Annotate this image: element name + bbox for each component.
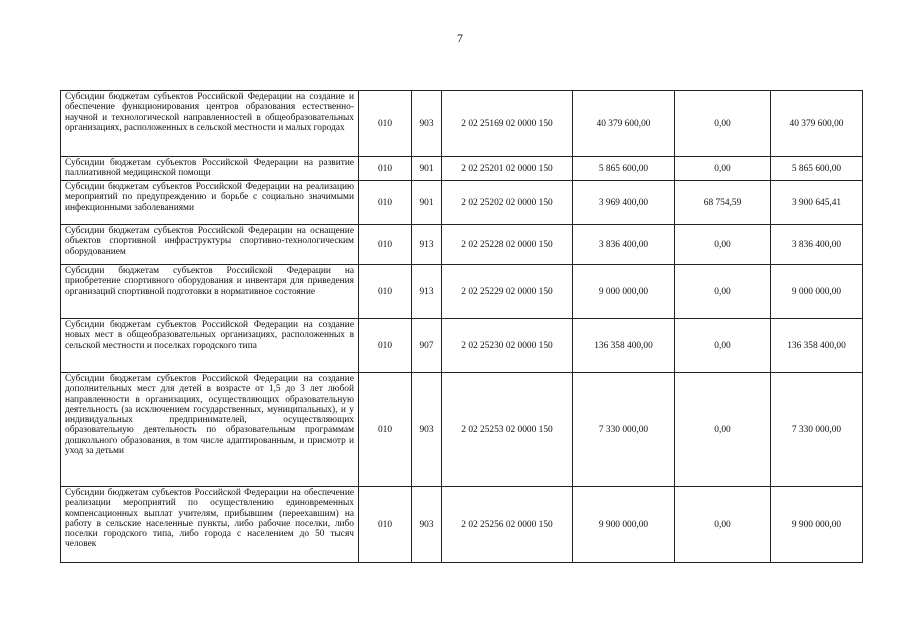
row-code-a: 010 xyxy=(359,91,412,157)
row-classification-code: 2 02 25256 02 0000 150 xyxy=(442,487,573,563)
row-amount-1: 3 836 400,00 xyxy=(573,225,675,265)
row-code-a: 010 xyxy=(359,373,412,487)
row-code-b: 903 xyxy=(412,487,442,563)
row-amount-1: 136 358 400,00 xyxy=(573,319,675,373)
row-amount-3: 136 358 400,00 xyxy=(771,319,863,373)
row-classification-code: 2 02 25201 02 0000 150 xyxy=(442,157,573,181)
row-amount-3: 5 865 600,00 xyxy=(771,157,863,181)
table-row xyxy=(61,487,863,563)
row-code-a: 010 xyxy=(359,225,412,265)
row-code-a: 010 xyxy=(359,181,412,225)
row-code-b: 903 xyxy=(412,91,442,157)
row-code-b: 907 xyxy=(412,319,442,373)
row-amount-2: 0,00 xyxy=(675,319,771,373)
page-number: 7 xyxy=(457,31,463,45)
row-code-a: 010 xyxy=(359,487,412,563)
row-code-b: 903 xyxy=(412,373,442,487)
row-code-b: 901 xyxy=(412,157,442,181)
row-code-b: 901 xyxy=(412,181,442,225)
row-amount-1: 7 330 000,00 xyxy=(573,373,675,487)
row-description: Субсидии бюджетам субъектов Российской Федерации на оснащение объектов спортивной инфраструктуры спортивно-технологическим оборудованием xyxy=(61,225,359,265)
row-classification-code: 2 02 25169 02 0000 150 xyxy=(442,91,573,157)
row-description: Субсидии бюджетам субъектов Российской Федерации на развитие паллиативной медицинской помощи xyxy=(61,157,359,181)
table-row xyxy=(61,157,863,181)
row-amount-3: 9 900 000,00 xyxy=(771,487,863,563)
table-row xyxy=(61,319,863,373)
row-amount-1: 3 969 400,00 xyxy=(573,181,675,225)
row-description: Субсидии бюджетам субъектов Российской Федерации на реализацию мероприятий по предупреждению и борьбе с социально значимыми инфекционными заболеваниями xyxy=(61,181,359,225)
budget-table xyxy=(60,90,863,563)
row-amount-2: 0,00 xyxy=(675,225,771,265)
row-amount-1: 9 000 000,00 xyxy=(573,265,675,319)
row-code-a: 010 xyxy=(359,319,412,373)
row-amount-3: 7 330 000,00 xyxy=(771,373,863,487)
table-row xyxy=(61,225,863,265)
row-amount-2: 0,00 xyxy=(675,91,771,157)
row-description: Субсидии бюджетам субъектов Российской Федерации на обеспечение реализации мероприятий по осуществлению единовременных компенсационных выплат учителям, прибывшим (переехавшим) на работу в сельские населенные пункты, либо рабочие поселки, либо поселки городского типа, либо города с населением до 50 тысяч человек xyxy=(61,487,359,563)
row-description: Субсидии бюджетам субъектов Российской Федерации на приобретение спортивного оборудования и инвентаря для приведения организаций спортивной подготовки в нормативное состояние xyxy=(61,265,359,319)
row-description: Субсидии бюджетам субъектов Российской Федерации на создание дополнительных мест для детей в возрасте от 1,5 до 3 лет любой направленности в организациях, осуществляющих образовательную деятельность (за исключением государственных, муниципальных), и у индивидуальных предпринимателей, осуществляющих образовательную деятельность по образовательным программам дошкольного образования, в том числе адаптированным, и присмотр и уход за детьми xyxy=(61,373,359,487)
row-amount-1: 40 379 600,00 xyxy=(573,91,675,157)
row-classification-code: 2 02 25230 02 0000 150 xyxy=(442,319,573,373)
row-amount-3: 9 000 000,00 xyxy=(771,265,863,319)
row-code-b: 913 xyxy=(412,265,442,319)
row-code-a: 010 xyxy=(359,157,412,181)
row-code-b: 913 xyxy=(412,225,442,265)
row-amount-2: 0,00 xyxy=(675,157,771,181)
row-classification-code: 2 02 25229 02 0000 150 xyxy=(442,265,573,319)
table-row xyxy=(61,91,863,157)
table-row xyxy=(61,373,863,487)
table-row xyxy=(61,181,863,225)
row-amount-2: 0,00 xyxy=(675,373,771,487)
row-description: Субсидии бюджетам субъектов Российской Федерации на создание и обеспечение функционирования центров образования естественно-научной и технологической направленностей в общеобразовательных организациях, расположенных в сельской местности и малых городах xyxy=(61,91,359,157)
row-amount-3: 40 379 600,00 xyxy=(771,91,863,157)
row-classification-code: 2 02 25202 02 0000 150 xyxy=(442,181,573,225)
row-amount-3: 3 836 400,00 xyxy=(771,225,863,265)
row-description: Субсидии бюджетам субъектов Российской Федерации на создание новых мест в общеобразовательных организациях, расположенных в сельской местности и поселках городского типа xyxy=(61,319,359,373)
row-amount-1: 9 900 000,00 xyxy=(573,487,675,563)
row-classification-code: 2 02 25228 02 0000 150 xyxy=(442,225,573,265)
row-classification-code: 2 02 25253 02 0000 150 xyxy=(442,373,573,487)
row-amount-3: 3 900 645,41 xyxy=(771,181,863,225)
table-row xyxy=(61,265,863,319)
row-amount-2: 0,00 xyxy=(675,265,771,319)
row-amount-2: 68 754,59 xyxy=(675,181,771,225)
row-code-a: 010 xyxy=(359,265,412,319)
row-amount-1: 5 865 600,00 xyxy=(573,157,675,181)
row-amount-2: 0,00 xyxy=(675,487,771,563)
